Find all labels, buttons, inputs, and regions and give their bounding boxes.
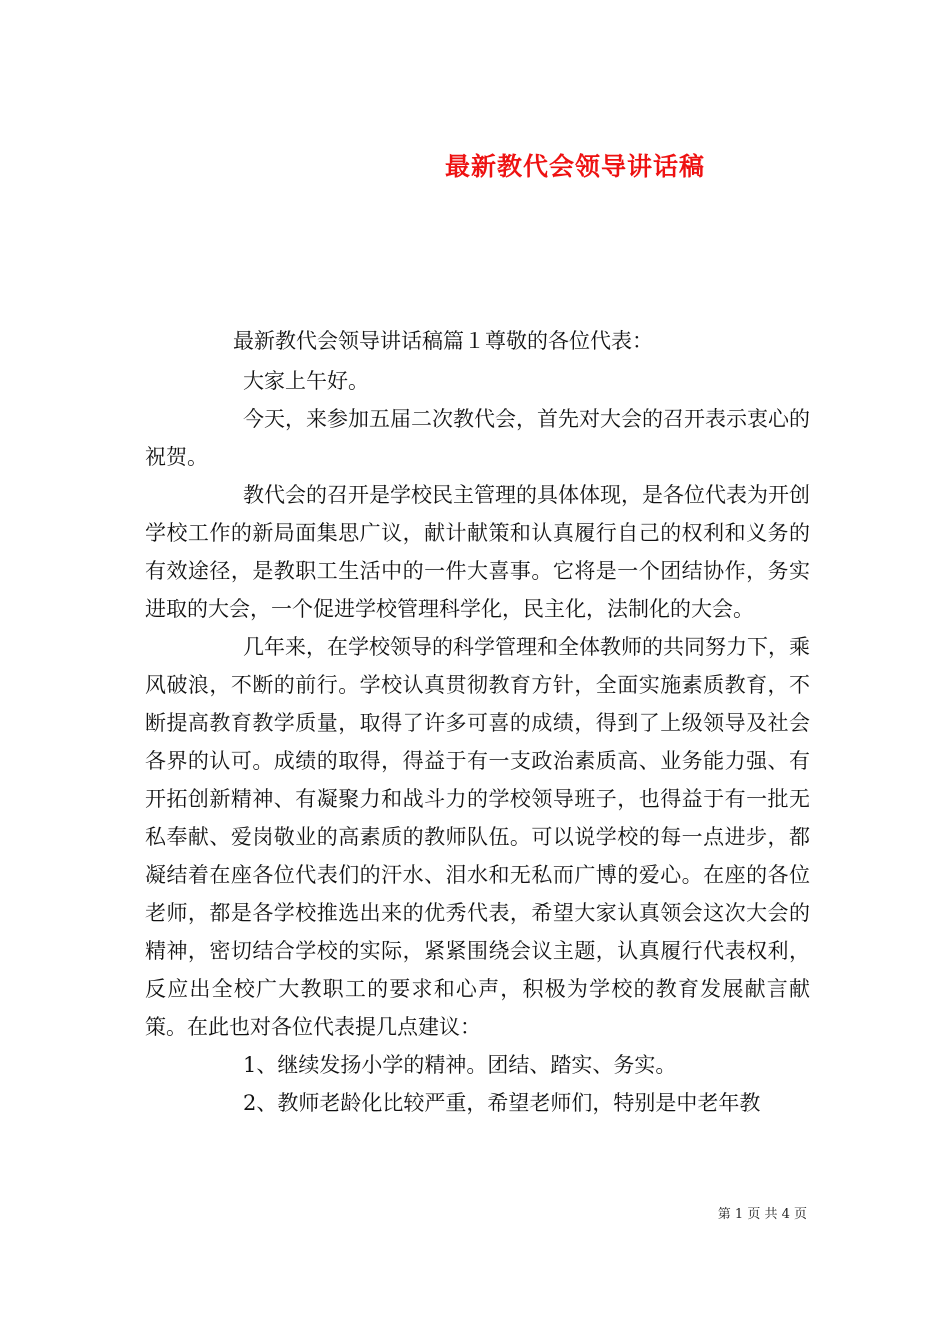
page-number-footer: 第 1 页 共 4 页 — [717, 1207, 807, 1222]
list-item: 1、继续发扬小学的精神。团结、踏实、务实。 — [243, 1053, 677, 1077]
paragraph: 今天，来参加五届二次教代会，首先对大会的召开表示衷心的祝贺。 — [145, 407, 810, 469]
document-body — [145, 322, 810, 1122]
document-title: 最新教代会领导讲话稿 — [444, 151, 705, 181]
paragraph: 几年来，在学校领导的科学管理和全体教师的共同努力下，乘风破浪，不断的前行。学校认真贯彻教育方针，全面实施素质教育，不断提高教育教学质量，取得了许多可喜的成绩，得到了上级领导及社会各界的认可。成绩的取得，得益于有一支政治素质高、业务能力强、有开拓创新精神、有凝聚力和战斗力的学校领导班子，也得益于有一批无私奉献、爱岗敬业的高素质的教师队伍。可以说学校的每一点进步，都凝结着在座各位代表们的汗水、泪水和无私而广博的爱心。在座的各位老师，都是各学校推选出来的优秀代表，希望大家认真领会这次大会的精神，密切结合学校的实际，紧紧围绕会议主题，认真履行代表权利，反应出全校广大教职工的要求和心声，积极为学校的教育发展献言献策。在此也对各位代表提几点建议： — [145, 635, 810, 1039]
paragraph: 教代会的召开是学校民主管理的具体体现，是各位代表为开创学校工作的新局面集思广议，献计献策和认真履行自己的权利和义务的有效途径，是教职工生活中的一件大喜事。它将是一个团结协作，务实进取的大会，一个促进学校管理科学化，民主化，法制化的大会。 — [145, 483, 810, 621]
list-item: 2、教师老龄化比较严重，希望老师们，特别是中老年教 — [243, 1091, 761, 1115]
intro-line: 最新教代会领导讲话稿篇１尊敬的各位代表： — [233, 329, 653, 353]
greeting-line: 大家上午好。 — [243, 369, 369, 393]
